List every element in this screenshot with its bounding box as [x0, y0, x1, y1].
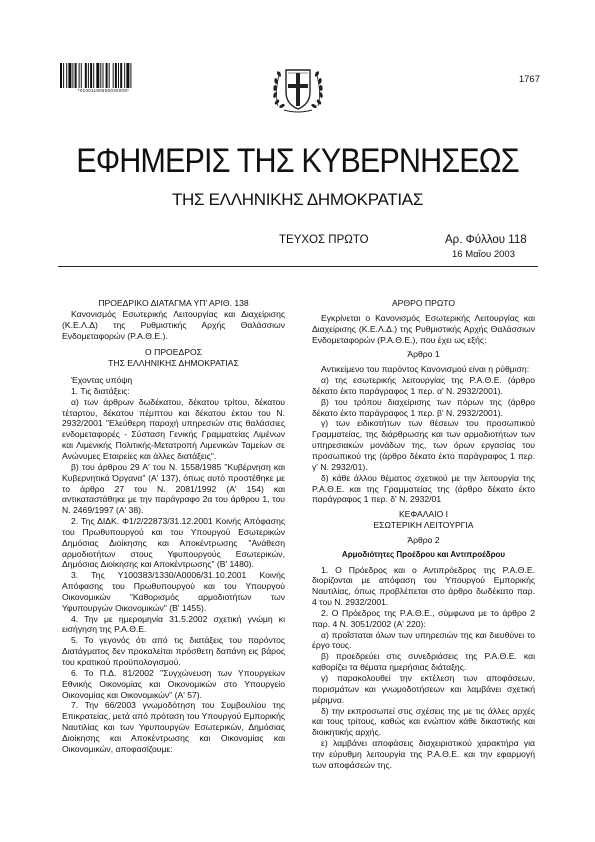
barcode-bar [85, 63, 87, 88]
paragraph-3: 3. Της Υ100383/1330/Α0006/31.10.2001 Κοινής Απόφασης του Πρωθυπουργού και του Υπουργού Οικονομικών "Καθορισμός αρμοδιοτήτων των Υφυπουργών Οικονομικών" (Β' 1455). [62, 570, 285, 613]
article-2-item-b: β) προεδρεύει στις συνεδριάσεις της Ρ.Α.Θ.Ε. και καθορίζει τα θέματα ημερήσιας διάταξης. [312, 651, 535, 673]
chapter-number: ΚΕΦΑΛΑΙΟ Ι [398, 509, 449, 520]
paragraph-4: 4. Την με ημερομηνία 31.5.2002 σχετική γνώμη κι εισήγηση της Ρ.Α.Θ.Ε. [62, 613, 285, 635]
article-2-item-a: α) προΐσταται όλων των υπηρεσιών της και διευθύνει το έργο τους. [312, 629, 535, 651]
gazette-title: ΕΦΗΜΕΡΙΣ ΤΗΣ ΚΥΒΕΡΝΗΣΕΩΣ [76, 142, 519, 180]
article-first-intro: Εγκρίνεται ο Κανονισμός Εσωτερικής Λειτουργίας και Διαχείρισης (Κ.Ε.Λ.Δ.) της Ρυθμιστικής Αρχής Θαλάσσιων Ενδομεταφορών (Ρ.Α.Θ.Ε.), που έχει ως εξής: [312, 312, 535, 345]
article-1-item-b: β) του τρόπου διαχείρισης των πόρων της (άρθρο δέκατο έκτο παράγραφος 1 περ. β' Ν. 2932/2001). [312, 396, 535, 418]
article-1-item-c: γ) των ειδικοτήτων των θέσεων του προσωπικού Γραμματείας, της διάρθρωσης και των αρμοδιοτήτων των υπηρεσιακών μονάδων της, των όρων εργασίας του προσωπικού της (άρθρο δέκατο έκτο παράγραφος 1 περ. γ' Ν. 2932/01). [312, 418, 535, 472]
paragraph-1a: α) των άρθρων δωδέκατου, δέκατου τρίτου, δέκατου τέταρτου, δέκατου πέμπτου και δέκατου έκτου του Ν. 2932/2001 "Ελεύθερη παροχή υπηρεσιών στις θαλάσσιες ενδομεταφορές - Σύσταση Γενικής Γραμματείας Λιμένων και Λιμενικής Πολιτικής-Μετατροπή Λιμενικών Ταμείων σε Ανώνυμες Εταιρείες και άλλες διατάξεις". [62, 396, 285, 461]
barcode-bar [75, 63, 77, 88]
page-number: 1767 [518, 74, 540, 85]
barcode-bar [88, 63, 89, 88]
barcode-bar [93, 63, 94, 88]
president-heading-1: Ο ΠΡΟΕΔΡΟΣ [145, 347, 202, 358]
barcode-bar [81, 63, 82, 88]
article-2-item-c: γ) παρακολουθεί την εκτέλεση των αποφάσεων, πορισμάτων και γνωμοδοτήσεων και λαμβάνει σχετική μέριμνα. [312, 673, 535, 705]
barcode-bar [66, 63, 67, 88]
barcode-bar [68, 63, 71, 88]
article-first-title: ΑΡΘΡΟ ΠΡΩΤΟ [391, 298, 456, 308]
barcode [60, 63, 147, 88]
barcode-bar [113, 63, 114, 88]
article-1-intro: Αντικείμενο του παρόντος Κανονισμού είναι η ρύθμιση: [321, 364, 530, 375]
issue-label: ΤΕΥΧΟΣ ΠΡΩΤΟ [279, 234, 369, 246]
gazette-subtitle: ΤΗΣ ΕΛΛΗΝΙΚΗΣ ΔΗΜΟΚΡΑΤΙΑΣ [171, 190, 424, 209]
left-column [62, 298, 285, 755]
right-column [312, 298, 535, 771]
article-2-para-1: 1. Ο Πρόεδρος και ο Αντιπρόεδρος της Ρ.Α.Θ.Ε. διορίζονται με απόφαση του Υπουργού Εμπορικής Ναυτιλίας, όπως προβλέπεται στο άρθρο δωδέκατο παρ. 4 του Ν. 2932/2001. [312, 564, 535, 608]
barcode-number: *01001180605030008* [77, 88, 130, 93]
hellenic-republic-emblem-icon [268, 62, 328, 116]
barcode-bar [106, 63, 108, 88]
barcode-bar [124, 63, 125, 88]
paragraph-7: 7. Την 66/2003 γνωμοδότηση του Συμβουλίου της Επικρατείας, μετά από πρόταση του Υπουργού Εμπορικής Ναυτιλίας και των Υφυπουργών Εσωτερικών, Δημόσιας Διοίκησης και Αποκέντρωσης και Οικονομίας και Οικονομικών, αποφασίζουμε: [62, 700, 285, 754]
chapter-title: ΕΣΩΤΕΡΙΚΗ ΛΕΙΤΟΥΡΓΙΑ [373, 520, 474, 531]
paragraph-6: 6. Το Π.Δ. 81/2002 "Συγχώνευση των Υπουργείων Εθνικής Οικονομίας και Οικονομικών στο Υπουργείο Οικονομίας και Οικονομικών" (Α' 57). [62, 667, 285, 700]
barcode-bar [109, 63, 110, 88]
barcode-bar [96, 63, 99, 88]
article-2-title: Άρθρο 2 [407, 534, 440, 545]
barcode-bar [100, 63, 101, 88]
president-heading-2: ΤΗΣ ΕΛΛΗΝΙΚΗΣ ΔΗΜΟΚΡΑΤΙΑΣ [108, 358, 239, 369]
sheet-number: Αρ. Φύλλου 118 [445, 234, 527, 246]
barcode-bar [130, 63, 131, 88]
having-regard: Έχοντας υπόψη [71, 375, 133, 386]
barcode-bar [60, 63, 62, 88]
barcode-bar [120, 63, 122, 88]
article-1-title: Άρθρο 1 [407, 349, 440, 360]
article-2-para-2: 2. Ο Πρόεδρος της Ρ.Α.Θ.Ε., σύμφωνα με το άρθρο 2 παρ. 4 Ν. 3051/2002 (Α' 220): [312, 607, 535, 629]
paragraph-1: 1. Τις διατάξεις: [71, 385, 130, 396]
article-1-item-d: δ) κάθε άλλου θέματος σχετικού με την λειτουργία της Ρ.Α.Θ.Ε. και της Γραμματείας της (άρθρο δέκατο έκτο παράγραφος 1 περ. δ' Ν. 2932/01 [312, 472, 535, 505]
barcode-bar [118, 63, 119, 88]
paragraph-5: 5. Το γεγονός ότι από τις διατάξεις του παρόντος Διατάγματος δεν προκαλείται πρόσθετη δαπάνη εις βάρος του κρατικού προϋπολογισμού. [62, 635, 285, 667]
decree-subject: Κανονισμός Εσωτερικής Λειτουργίας και Διαχείρισης (Κ.Ε.Λ.Δ) της Ρυθμιστικής Αρχής Θαλάσσιων Ενδομεταφορών (Ρ.Α.Θ.Ε.). [62, 308, 285, 341]
barcode-bar [115, 63, 117, 88]
article-2-heading: Αρμοδιότητες Προέδρου και Αντιπροέδρου [341, 549, 506, 559]
barcode-bar [63, 63, 64, 88]
barcode-bar [126, 63, 129, 88]
paragraph-1b: β) του άρθρου 29 Α' του Ν. 1558/1985 "Κυβέρνηση και Κυβερνητικά Όργανα" (Α' 137), όπως αυτό προστέθηκε με το άρθρο 27 του Ν. 2081/1992 (Α' 154) και αντικαταστάθηκε με την παράγραφο 2α του άρθρου 1, του Ν. 2469/1997 (Α' 38). [62, 461, 285, 516]
barcode-bar [90, 63, 92, 88]
paragraph-2: 2. Της ΔΙΔΚ. Φ1/2/22873/31.12.2001 Κοινής Απόφασης του Πρωθυπουργού και του Υπουργού Εσωτερικών Δημόσιας Διοίκησης και Αποκέντρωσης "Ανάθεση αρμοδιοτήτων στους Υφυπουργούς Εσωτερικών, Δημόσιας Διοίκησης και Αποκέντρωσης" (Β' 1480). [62, 516, 285, 570]
barcode-bar [79, 63, 80, 88]
barcode-bar [72, 63, 73, 88]
article-2-item-d: δ) την εκπροσωπεί στις σχέσεις της με τις άλλες αρχές και τους τρίτους, καθώς και ενώπιον κάθε δικαστικής και διοικητικής αρχής. [312, 705, 535, 738]
article-2-item-e: ε) λαμβάνει αποφάσεις διαχειριστικού χαρακτήρα για την εύρυθμη λειτουργία της Ρ.Α.Θ.Ε. και την εφαρμογή των αποφάσεών της. [312, 738, 535, 770]
issue-date: 16 Μαΐου 2003 [452, 249, 515, 260]
article-1-item-a: α) της εσωτερικής λειτουργίας της Ρ.Α.Θ.Ε. (άρθρο δέκατο έκτο παράγραφος 1 περ. α' Ν. 2932/2001). [312, 375, 535, 396]
decree-title: ΠΡΟΕΔΡΙΚΟ ΔΙΑΤΑΓΜΑ ΥΠ' ΑΡΙΘ. 138 [98, 298, 249, 308]
barcode-bar [103, 63, 104, 88]
header-divider [58, 266, 538, 267]
